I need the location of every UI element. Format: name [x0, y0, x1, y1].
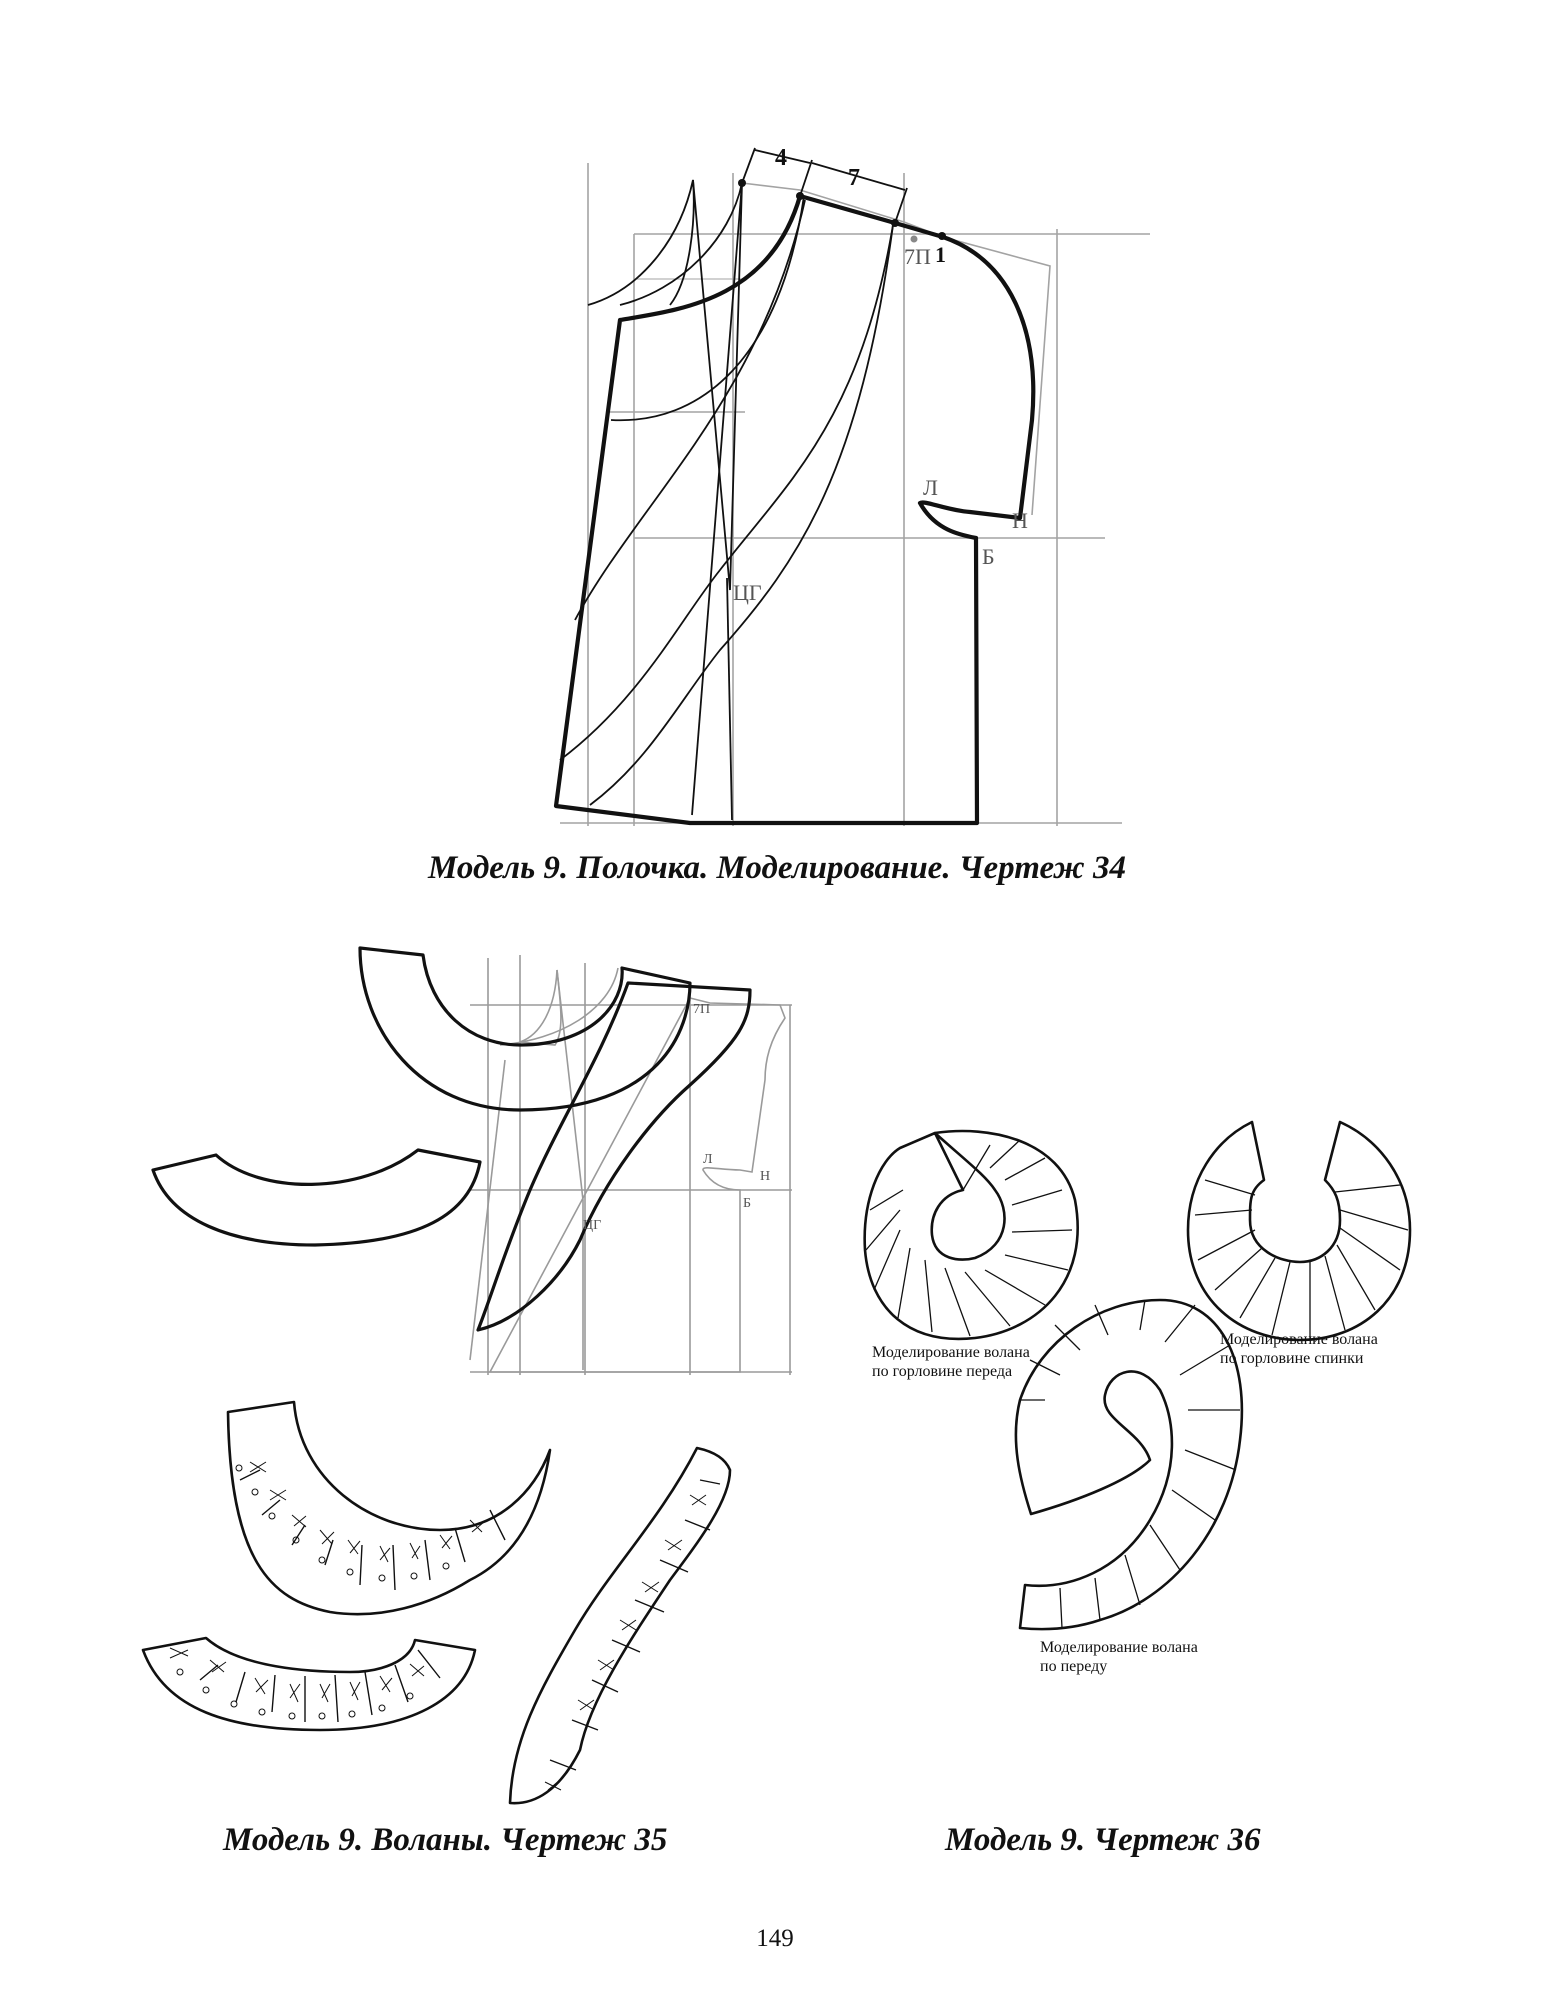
- caption-drawing-34: Модель 9. Полочка. Моделирование. Чертеж 34: [428, 850, 1126, 886]
- point-CG: ЦГ: [733, 580, 762, 605]
- point-N-35: Н: [760, 1169, 771, 1184]
- ruffle-back-neck: [1188, 1122, 1410, 1340]
- ruffle-front-neck: [865, 1131, 1078, 1339]
- note-back-neck-line2: по горловине спинки: [1220, 1350, 1364, 1367]
- note-back-neck-line1: Моделирование волана: [1220, 1331, 1378, 1348]
- note-front-neck-line1: Моделирование волана: [872, 1344, 1030, 1361]
- point-L-35: Л: [703, 1152, 713, 1167]
- dim-4: 4: [775, 145, 787, 171]
- note-front-line1: Моделирование волана: [1040, 1639, 1198, 1656]
- caption-drawing-35: Модель 9. Воланы. Чертеж 35: [223, 1822, 668, 1858]
- point-CG-35: ЦГ: [583, 1218, 602, 1233]
- note-front-line2: по переду: [1040, 1658, 1108, 1675]
- point-B: Б: [982, 544, 995, 569]
- point-1: 1: [935, 242, 946, 267]
- point-B-35: Б: [743, 1196, 752, 1211]
- point-L: Л: [923, 475, 938, 500]
- note-front-neck-line2: по горловине переда: [872, 1363, 1013, 1380]
- caption-drawing-36: Модель 9. Чертеж 36: [945, 1822, 1261, 1858]
- ruffle-front: [1016, 1300, 1242, 1629]
- point-7p: 7П: [904, 244, 931, 269]
- point-N: Н: [1012, 508, 1028, 533]
- page-number: 149: [756, 1925, 794, 1952]
- point-7p-35: 7П: [693, 1002, 711, 1017]
- dim-7: 7: [848, 165, 860, 191]
